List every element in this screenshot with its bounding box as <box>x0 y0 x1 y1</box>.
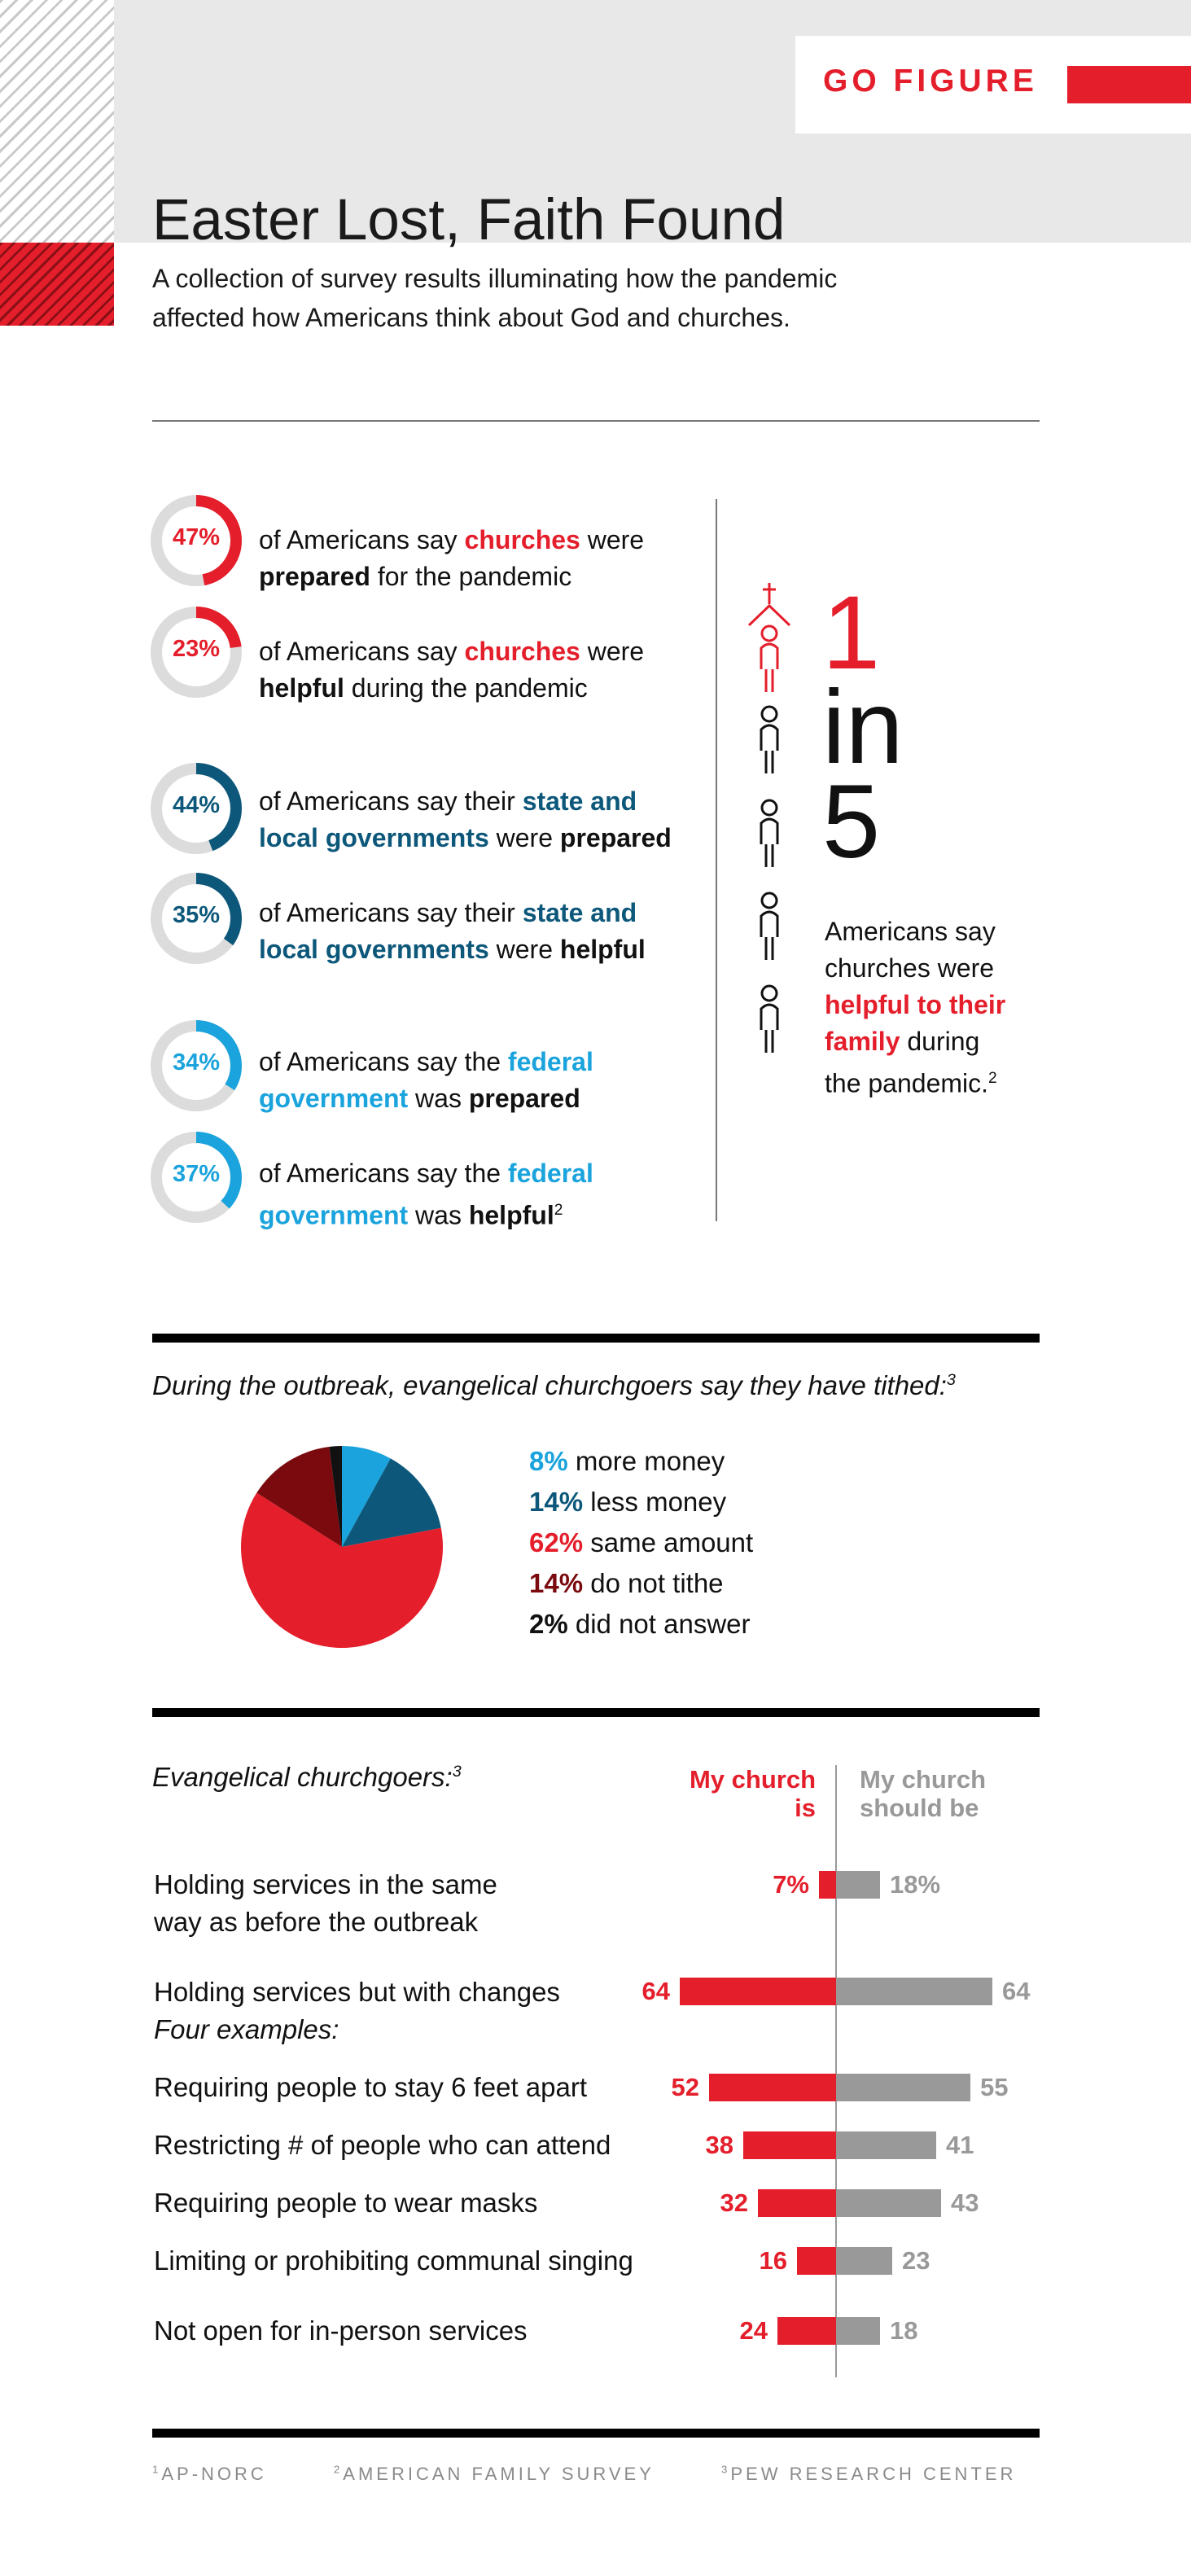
pie-chart <box>236 1441 448 1653</box>
footnote-ref: 3 <box>452 1763 462 1781</box>
legend-item <box>529 1482 753 1522</box>
bar-is <box>758 2189 836 2217</box>
stat-text-bold: prepared <box>259 562 370 591</box>
page-title: Easter Lost, Faith Found <box>152 188 786 252</box>
stat-text-highlight: state and <box>522 786 637 816</box>
bar-row-label: Requiring people to stay 6 feet apart <box>154 2072 588 2102</box>
badge-accent-bar <box>1067 66 1191 103</box>
bar-row-label: Limiting or prohibiting communal singing <box>154 2245 633 2276</box>
legend-item <box>529 1604 753 1645</box>
bar-should <box>836 2131 936 2159</box>
source-name: PEW RESEARCH CENTER <box>730 2464 1017 2485</box>
caption-pre: Americans say churches were <box>825 917 996 983</box>
stat-text-highlight: churches <box>464 637 580 666</box>
pie-title-text: During the outbreak, evangelical churchgoers say they have tithed: <box>152 1370 947 1400</box>
stat-text-rest: were <box>488 935 560 964</box>
stat-percent: 37% <box>172 1161 221 1187</box>
stat-text-bold: prepared <box>559 823 672 852</box>
legend-value: 14% <box>529 1487 584 1517</box>
bar-is-label: 64 <box>641 1977 670 2005</box>
row-label-line: way as before the outbreak <box>154 1907 479 1937</box>
stat-text-pre: of Americans say their <box>259 898 523 927</box>
stat-ring-wrap <box>149 1130 243 1229</box>
bar-should <box>836 1871 880 1899</box>
stat-text-rest: was <box>408 1084 469 1113</box>
stat-text <box>259 1044 593 1117</box>
people-pictogram <box>741 580 798 1068</box>
bar-should-label: 43 <box>951 2188 979 2217</box>
stat-text-bold: prepared <box>468 1084 580 1113</box>
stat-text-pre: of Americans say the <box>259 1047 508 1076</box>
bar-should-label: 55 <box>980 2073 1009 2101</box>
stat-ring-wrap <box>149 493 243 592</box>
one-in-five-caption <box>825 913 1020 1102</box>
stat-text-pre: of Americans say the <box>259 1159 508 1188</box>
source-name: AMERICAN FAMILY SURVEY <box>343 2464 655 2485</box>
bar-row-label: Restricting # of people who can attend <box>154 2130 611 2160</box>
stat-text-highlight: churches <box>464 525 580 554</box>
bar-is-label: 38 <box>705 2131 733 2159</box>
stat-text-highlight: state and <box>522 898 637 927</box>
bar-should-label: 18% <box>890 1870 941 1899</box>
source-sup: 1 <box>152 2464 162 2476</box>
section-divider <box>152 420 1040 422</box>
bar-chart-axis <box>835 1765 837 2377</box>
section-divider-thick <box>152 2429 1040 2438</box>
source-sup: 2 <box>333 2464 344 2476</box>
legend-value: 2% <box>529 1609 568 1639</box>
column-head-is <box>653 1765 816 1822</box>
stat-percent: 34% <box>172 1049 221 1076</box>
bar-row-label: Requiring people to wear masks <box>154 2188 538 2218</box>
source-item <box>721 2464 1045 2484</box>
bar-is <box>777 2317 836 2345</box>
legend-label: same amount <box>590 1527 754 1557</box>
legend-value: 14% <box>529 1568 584 1598</box>
decorative-hatch-gray <box>0 0 114 243</box>
source-sup: 3 <box>721 2464 731 2476</box>
bar-is <box>680 1978 836 2005</box>
legend-label: did not answer <box>575 1609 751 1639</box>
stat-percent: 47% <box>172 524 221 550</box>
bar-should-label: 23 <box>902 2246 930 2275</box>
source-item <box>334 2464 684 2484</box>
row-label-note: Four examples: <box>154 2014 339 2044</box>
column-head-line: should be <box>860 1794 979 1822</box>
stat-ring-wrap <box>149 871 243 970</box>
bar-is <box>743 2131 836 2159</box>
stat-percent: 44% <box>172 792 221 818</box>
stat-text-highlight-2: government <box>259 1084 409 1113</box>
pie-chart-title <box>152 1370 956 1401</box>
sources-footer <box>152 2464 1075 2485</box>
legend-item <box>529 1522 753 1563</box>
bar-should-label: 41 <box>946 2131 974 2159</box>
source-item <box>152 2464 296 2484</box>
person-icon-highlighted <box>749 583 790 692</box>
bar-chart-title <box>152 1762 462 1793</box>
stat-ring-wrap <box>149 761 243 860</box>
person-icon <box>761 707 777 773</box>
legend-label: do not tithe <box>590 1568 724 1598</box>
stat-ring-wrap <box>149 605 243 703</box>
bar-row-label: Not open for in-person services <box>154 2315 528 2346</box>
section-divider-thick <box>152 1708 1040 1717</box>
stat-text-bold: helpful <box>559 935 646 964</box>
footnote-ref: 2 <box>554 1202 563 1219</box>
pie-legend <box>529 1441 753 1645</box>
stat-text-highlight: federal <box>507 1159 593 1188</box>
stat-text <box>259 633 644 707</box>
bar-should <box>836 1978 992 2005</box>
stat-percent: 35% <box>172 902 221 928</box>
stat-text <box>259 1155 593 1234</box>
stat-text-pre: of Americans say <box>259 637 465 666</box>
caption-highlight: helpful to their family <box>825 990 1006 1056</box>
bar-should <box>836 2247 892 2275</box>
bar-should <box>836 2074 970 2101</box>
stat-text <box>259 522 644 595</box>
stat-text-bold: helpful <box>468 1200 554 1230</box>
column-head-line: My church <box>860 1765 987 1794</box>
stat-text <box>259 895 646 968</box>
stat-text-highlight-2: government <box>259 1200 409 1230</box>
bar-title-text: Evangelical churchgoers: <box>152 1762 453 1792</box>
source-name: AP-NORC <box>161 2464 267 2485</box>
column-divider <box>716 499 717 1221</box>
bar-row-label <box>154 1866 497 1941</box>
column-head-line: My church <box>689 1765 816 1794</box>
column-head-line: is <box>795 1794 816 1822</box>
footnote-ref: 3 <box>946 1371 956 1389</box>
legend-label: more money <box>575 1446 725 1476</box>
bar-should-label: 18 <box>890 2316 918 2345</box>
column-head-should <box>860 1765 1039 1822</box>
bar-is-label: 24 <box>739 2316 768 2345</box>
stat-ring-wrap <box>149 1019 243 1117</box>
one-in-five-number <box>822 575 904 880</box>
page-subtitle: A collection of survey results illuminating how the pandemic affected how Americans think about God and churches. <box>152 264 838 332</box>
person-icon <box>761 800 777 867</box>
big-number-five: 5 <box>822 764 881 880</box>
legend-value: 8% <box>529 1446 568 1476</box>
bar-is-label: 16 <box>759 2246 787 2275</box>
bar-row-label <box>154 1974 560 2048</box>
stat-text-rest: for the pandemic <box>370 562 572 591</box>
stat-percent: 23% <box>172 636 221 662</box>
stat-text-pre: of Americans say <box>259 525 465 554</box>
bar-is <box>709 2074 836 2101</box>
footnote-ref: 2 <box>988 1070 997 1087</box>
section-divider-thick <box>152 1334 1040 1343</box>
stat-text-rest: was <box>408 1200 469 1230</box>
stat-text-rest: were <box>488 823 560 852</box>
stat-text-highlight-2: local governments <box>259 935 489 964</box>
row-label-line: Holding services but with changes <box>154 1977 560 2007</box>
badge-label: GO FIGURE <box>823 64 1038 99</box>
legend-value: 62% <box>529 1527 584 1557</box>
bar-is <box>819 1871 836 1899</box>
stat-text-rest: during the pandemic <box>344 673 588 703</box>
bar-should-label: 64 <box>1002 1977 1031 2005</box>
legend-item <box>529 1563 753 1604</box>
bar-should <box>836 2317 880 2345</box>
bar-is-label: 7% <box>773 1870 809 1899</box>
stat-text-pre: of Americans say their <box>259 786 523 816</box>
big-number-in: in <box>822 669 904 786</box>
bar-is-label: 32 <box>720 2188 748 2217</box>
caption-post: during the pandemic. <box>825 1027 989 1098</box>
bar-is <box>797 2247 836 2275</box>
person-icon <box>761 893 777 960</box>
legend-item <box>529 1441 753 1482</box>
legend-label: less money <box>590 1487 727 1517</box>
bar-should <box>836 2189 941 2217</box>
go-figure-badge <box>795 36 1191 134</box>
stat-text-bold: helpful <box>259 673 344 703</box>
stat-text-highlight-2: local governments <box>259 823 489 852</box>
stat-text-highlight: federal <box>507 1047 593 1076</box>
stat-text-mid: were <box>580 525 645 554</box>
bar-is-label: 52 <box>671 2073 699 2101</box>
decorative-hatch-red <box>0 243 114 326</box>
stat-text-mid: were <box>580 637 645 666</box>
stat-text <box>259 783 672 856</box>
person-icon <box>761 986 777 1053</box>
big-number-one: 1 <box>822 575 881 691</box>
row-label-line: Holding services in the same <box>154 1869 497 1899</box>
